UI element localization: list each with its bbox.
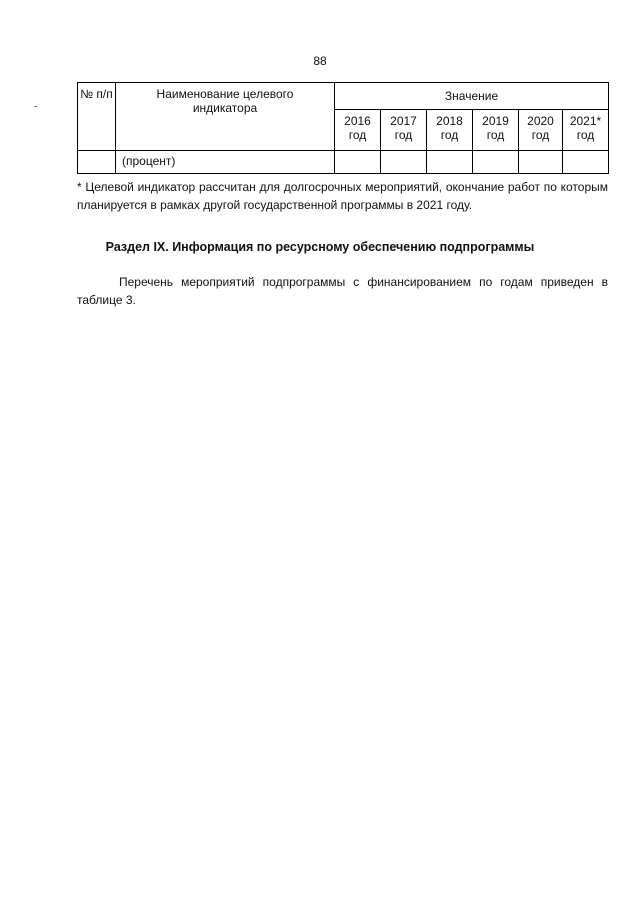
table-cell-2018 bbox=[427, 151, 473, 174]
table-cell-number bbox=[78, 151, 116, 174]
header-year-2018: 2018 год bbox=[427, 110, 473, 151]
page-number: 88 bbox=[313, 54, 327, 68]
section-title: Раздел IX. Информация по ресурсному обеспечению подпрограммы bbox=[105, 240, 535, 254]
table-cell-2016 bbox=[335, 151, 381, 174]
footnote: * Целевой индикатор рассчитан для долгосрочных мероприятий, окончание работ по которым планируется в рамках другой государственной программы в 2021 году. bbox=[77, 180, 608, 212]
header-year-2019: 2019 год bbox=[473, 110, 519, 151]
header-value: Значение bbox=[335, 83, 609, 110]
header-indicator-name: Наименование целевого индикатора bbox=[116, 83, 335, 151]
table-cell-2020 bbox=[519, 151, 563, 174]
table-cell-2019 bbox=[473, 151, 519, 174]
header-year-2017: 2017 год bbox=[381, 110, 427, 151]
body-paragraph: Перечень мероприятий подпрограммы с финансированием по годам приведен в таблице 3. bbox=[77, 275, 608, 307]
table-cell-2021 bbox=[563, 151, 609, 174]
header-year-2021: 2021* год bbox=[563, 110, 609, 151]
indicators-table bbox=[77, 82, 609, 174]
table-row bbox=[78, 151, 609, 174]
header-year-2016: 2016 год bbox=[335, 110, 381, 151]
table-cell-2017 bbox=[381, 151, 427, 174]
header-number: № п/п bbox=[78, 83, 116, 151]
table-cell-unit: (процент) bbox=[116, 151, 335, 174]
header-year-2020: 2020 год bbox=[519, 110, 563, 151]
scan-artifact bbox=[34, 106, 37, 107]
